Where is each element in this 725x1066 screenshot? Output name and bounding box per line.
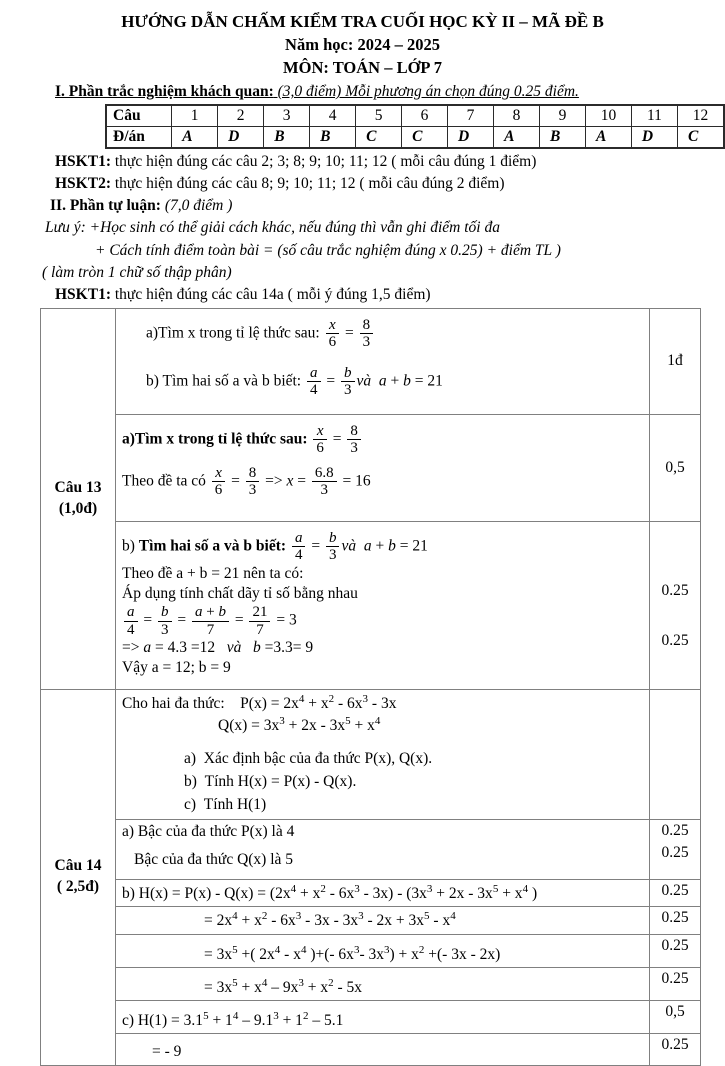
mcq-question-number: 2 [218,105,264,127]
q14-solution-b-line: = $3x^5$ +( $2x^4 - x^4$ )+(- $6x^3-$ $3x^3) + x^2$ +(- 3x - 2x) [204,943,501,963]
essay-grading-table [40,308,701,1066]
q14-question-intro: Cho hai đa thức: $P(x) = 2x^4 + x^2 - 6x^3 - 3x$ [122,692,397,713]
q14-solution-a-line2: Bậc của đa thức Q(x) là 5 [134,851,294,869]
q14-solution-b-cell [116,967,650,1000]
q14-solution-a-row [41,819,701,879]
mcq-question-number: 11 [631,105,677,127]
points-value: 0.25 [661,631,689,649]
q13-question-a: a)Tìm x trong tỉ lệ thức sau: $\frac{x}{6}$ = $\frac{8}{3}$ [122,317,643,351]
question-14-total-points: ( 2,5đ) [56,878,100,896]
q14-solution-b-line: = $3x^5 + x^4 - 9x^3 + x^2 - 5x$ [204,976,363,997]
mcq-answer-table [105,104,725,149]
question-14-number: Câu 14 [54,857,102,875]
mcq-answer-cell: B [310,127,356,149]
q14-solution-b-row [41,934,701,967]
grading-note-3: ( làm tròn 1 chữ số thập phân) [42,263,232,281]
points-cell: 0,5 [650,1001,701,1034]
q13-solution-b-line: => a = 4.3 =12 và b =3.3= 9 [122,639,314,657]
question-13-number: Câu 13 [54,479,102,497]
points-cell: 1đ [650,308,701,414]
q14-solution-b-row [41,907,701,934]
points-value: 0.25 [661,843,689,861]
mcq-answer-cell: D [218,127,264,149]
q13-solution-a-row [41,414,701,521]
question-13-label [41,308,116,689]
q14-solution-c-row [41,1001,701,1034]
points-cell: 0.25 [650,934,701,967]
grading-note-1: Lưu ý: +Học sinh có thể giải cách khác, nếu đúng thì vẫn ghi điểm tối đa [45,219,500,237]
grading-note-2: + Cách tính điểm toàn bài = (số câu trắc nghiệm đúng x 0.25) + điểm TL ) [95,241,561,259]
section2-heading-italic: (7,0 điểm ) [160,197,233,215]
q14-question-row [41,689,701,819]
q14-solution-b-row [41,967,701,1000]
subject-line: MÔN: TOÁN – LỚP 7 [283,58,442,77]
points-value: 0.25 [661,821,689,839]
hskt1-note [55,152,725,172]
section1-heading-bold: I. Phần trắc nghiệm khách quan: [55,83,274,100]
mcq-question-number: 3 [264,105,310,127]
q14-solution-b-line: b) $H(x) = P(x) - Q(x) = (2x^4 + x^2 - 6x^3 - 3x) - (3x^3 + 2x - 3x^5 + x^4$ ) [122,882,538,903]
hskt1-text: thực hiện đúng các câu 2; 3; 8; 9; 10; 11; 12 ( mỗi câu đúng 1 điểm) [110,153,537,170]
school-year: Năm học: 2024 – 2025 [285,35,440,54]
points-cell: 0.25 [650,1034,701,1065]
mcq-answer-cell: B [540,127,586,149]
q14-solution-b-cell [116,879,650,906]
q13-solution-b-line: Vậy a = 12; b = 9 [122,659,231,677]
q14-solution-c-row [41,1034,701,1065]
mcq-answer-cell: D [448,127,494,149]
q13-solution-b-row [41,521,701,689]
mcq-question-number: 8 [494,105,540,127]
section1-heading [55,83,725,101]
q13-solution-b-cell [116,521,650,689]
spacer [122,737,643,747]
mcq-answer-row [106,127,724,149]
mcq-question-number: 10 [585,105,631,127]
q14-solution-c-cell [116,1034,650,1065]
q14-solution-c-line: c) $H(1) = 3.1^5 + 1^4 - 9.1^3 + 1^2 - 5.1$ [122,1010,344,1030]
section2-heading-bold: II. Phần tự luận: [50,197,161,215]
points-value: 0.25 [661,581,689,599]
points-cell [650,689,701,819]
mcq-question-number: 12 [677,105,724,127]
points-cell [650,819,701,879]
mcq-question-number: 7 [448,105,494,127]
q14-solution-c-cell [116,1001,650,1034]
mcq-question-label: Câu [106,105,172,127]
question-13-total-points: (1,0đ) [58,499,98,517]
mcq-question-number: 5 [356,105,402,127]
points-cell: 0.25 [650,907,701,934]
q13-solution-b-line: $\frac{a}{4}$ = $\frac{b}{3}$ = $\frac{a + b}{7}$ = $\frac{21}{7}$ = 3 [122,604,643,638]
q13-solution-b-line: Áp dụng tính chất dãy tỉ số bằng nhau [122,585,358,603]
points-cell: 0,5 [650,414,701,521]
q13-question-b: b) Tìm hai số a và b biết: $\frac{a}{4}$ = $\frac{b}{3}$ và a + b = 21 [146,364,443,399]
hskt1-label: HSKT1: [55,153,111,170]
mcq-question-row [106,105,724,127]
mcq-answer-cell: B [264,127,310,149]
q13-solution-b-line: Theo đề a + b = 21 nên ta có: [122,564,304,582]
hskt2-text: thực hiện đúng các câu 8; 9; 10; 11; 12 ( mỗi câu đúng 2 điểm) [110,175,505,193]
q14-solution-a-line1: a) Bậc của đa thức P(x) là 4 [122,822,295,840]
points-cell [650,521,701,689]
mcq-answer-cell: A [494,127,540,149]
q14-solution-c-line: = - 9 [152,1043,182,1061]
q14-solution-b-row [41,879,701,906]
q13-solution-b-title: b) Tìm hai số a và b biết: $\frac{a}{4}$ = $\frac{b}{3}$ và a + b = 21 [122,529,428,564]
q14-question-item: b) Tính H(x) = P(x) - Q(x). [184,772,357,790]
q14-question-qx: $Q(x) = 3x^3 + 2x - 3x^5 + x^4$ [218,715,381,735]
mcq-answer-cell: A [172,127,218,149]
q14-solution-a-cell [116,819,650,879]
question-14-label [41,689,116,1065]
q13-solution-a-work: Theo đề ta có $\frac{x}{6}$ = $\frac{8}{3}$ => x = $\frac{6.8}{3}$ = 16 [122,464,371,499]
hskt2-label: HSKT2: [55,175,111,193]
mcq-answer-cell: D [631,127,677,149]
section1-heading-italic: (3,0 điểm) Mỗi phương án chọn đúng 0.25 điểm. [273,83,579,100]
q13-solution-a-title: a)Tìm x trong tỉ lệ thức sau: $\frac{x}{6}$ = $\frac{8}{3}$ [122,423,643,457]
mcq-answer-label: Đ/án [106,127,172,149]
q14-solution-b-line: = $2x^4 + x^2 - 6x^3 - 3x - 3x^3 - 2x + 3x^5 - x^4$ [204,910,456,930]
q13-question-row [41,308,701,414]
hskt-14a-label: HSKT1: [55,285,111,303]
mcq-question-number: 1 [172,105,218,127]
q13-question-cell [116,308,650,414]
hskt-14a-note [55,285,725,305]
q14-question-item: c) Tính H(1) [184,796,267,814]
mcq-question-number: 9 [540,105,586,127]
page-title: HƯỚNG DẪN CHẤM KIỂM TRA CUỐI HỌC KỲ II – MÃ ĐỀ B [121,12,604,31]
mcq-answer-cell: C [356,127,402,149]
mcq-answer-cell: C [677,127,724,149]
mcq-question-number: 6 [402,105,448,127]
mcq-question-number: 4 [310,105,356,127]
section2-heading [50,196,725,216]
points-cell: 0.25 [650,879,701,906]
points-cell: 0.25 [650,967,701,1000]
hskt-14a-text: thực hiện đúng các câu 14a ( mỗi ý đúng 1,5 điểm) [110,285,431,303]
q14-question-item: a) Xác định bậc của đa thức P(x), Q(x). [184,749,433,767]
mcq-answer-cell: A [585,127,631,149]
q14-question-cell [116,689,650,819]
q14-solution-b-cell [116,907,650,934]
q13-solution-a-cell [116,414,650,521]
hskt2-note [55,174,725,194]
q14-solution-b-cell [116,934,650,967]
mcq-answer-cell: C [402,127,448,149]
